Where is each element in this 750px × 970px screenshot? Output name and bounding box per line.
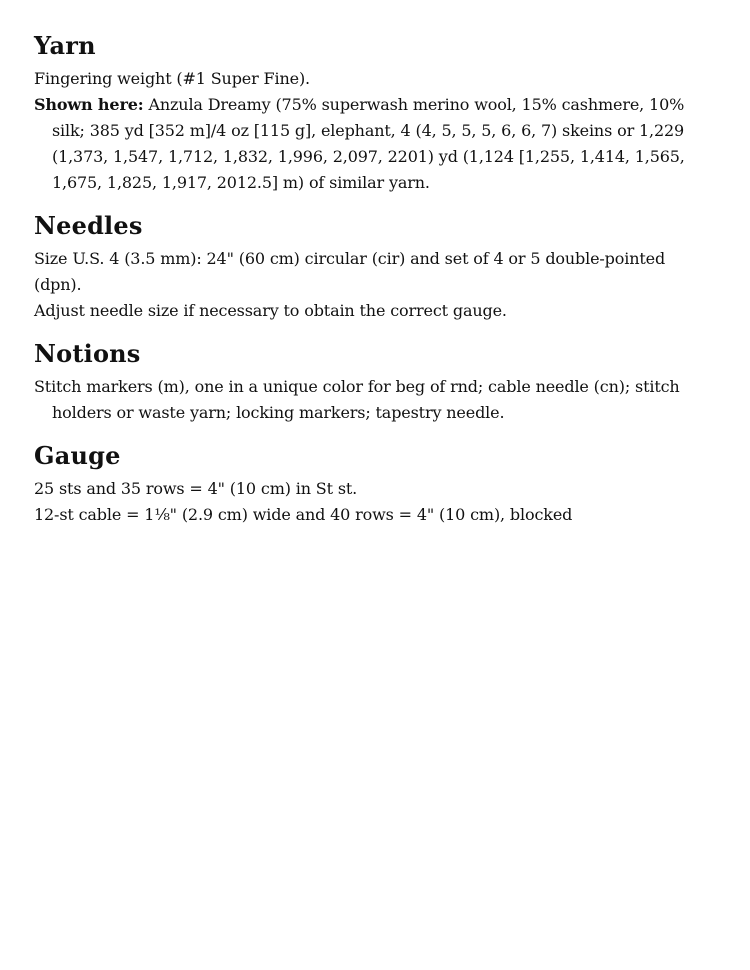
notions-text: Stitch markers (m), one in a unique color for beg of rnd; cable needle (cn); stitch holders or waste yarn; locking markers; tapestry needle.: [34, 377, 680, 422]
needles-adjust-text: Adjust needle size if necessary to obtain the correct gauge.: [34, 301, 507, 320]
yarn-shown-here: [34, 92, 716, 196]
gauge-stst-text: 25 sts and 35 rows = 4" (10 cm) in St st.: [34, 479, 358, 498]
shown-here-text: Anzula Dreamy (75% superwash merino wool, 15% cashmere, 10% silk; 385 yd [352 m]/4 oz [115 g], elephant, 4 (4, 5, 5, 5, 6, 6, 7) skeins or 1,229 (1,373, 1,547, 1,712, 1,832, 1,996, 2,097, 2201) yd (1,124 [1,255, 1,414, 1,565, 1,675, 1,825, 1,917, 2012.5] m) of similar yarn.: [52, 95, 685, 192]
notions-heading: Notions: [34, 339, 141, 368]
needles-section: [34, 210, 716, 324]
yarn-section: [34, 30, 716, 196]
needles-size-text: Size U.S. 4 (3.5 mm): 24" (60 cm) circular (cir) and set of 4 or 5 double-pointed (dpn).: [34, 249, 666, 294]
notions-section: [34, 338, 716, 426]
needles-heading: Needles: [34, 211, 143, 240]
gauge-heading: Gauge: [34, 441, 121, 470]
shown-here-label: Shown here:: [34, 95, 144, 114]
yarn-heading: Yarn: [34, 31, 96, 60]
gauge-cable-text: 12-st cable = 1⅛" (2.9 cm) wide and 40 rows = 4" (10 cm), blocked: [34, 505, 573, 524]
gauge-section: [34, 440, 716, 528]
yarn-weight-text: Fingering weight (#1 Super Fine).: [34, 69, 310, 88]
